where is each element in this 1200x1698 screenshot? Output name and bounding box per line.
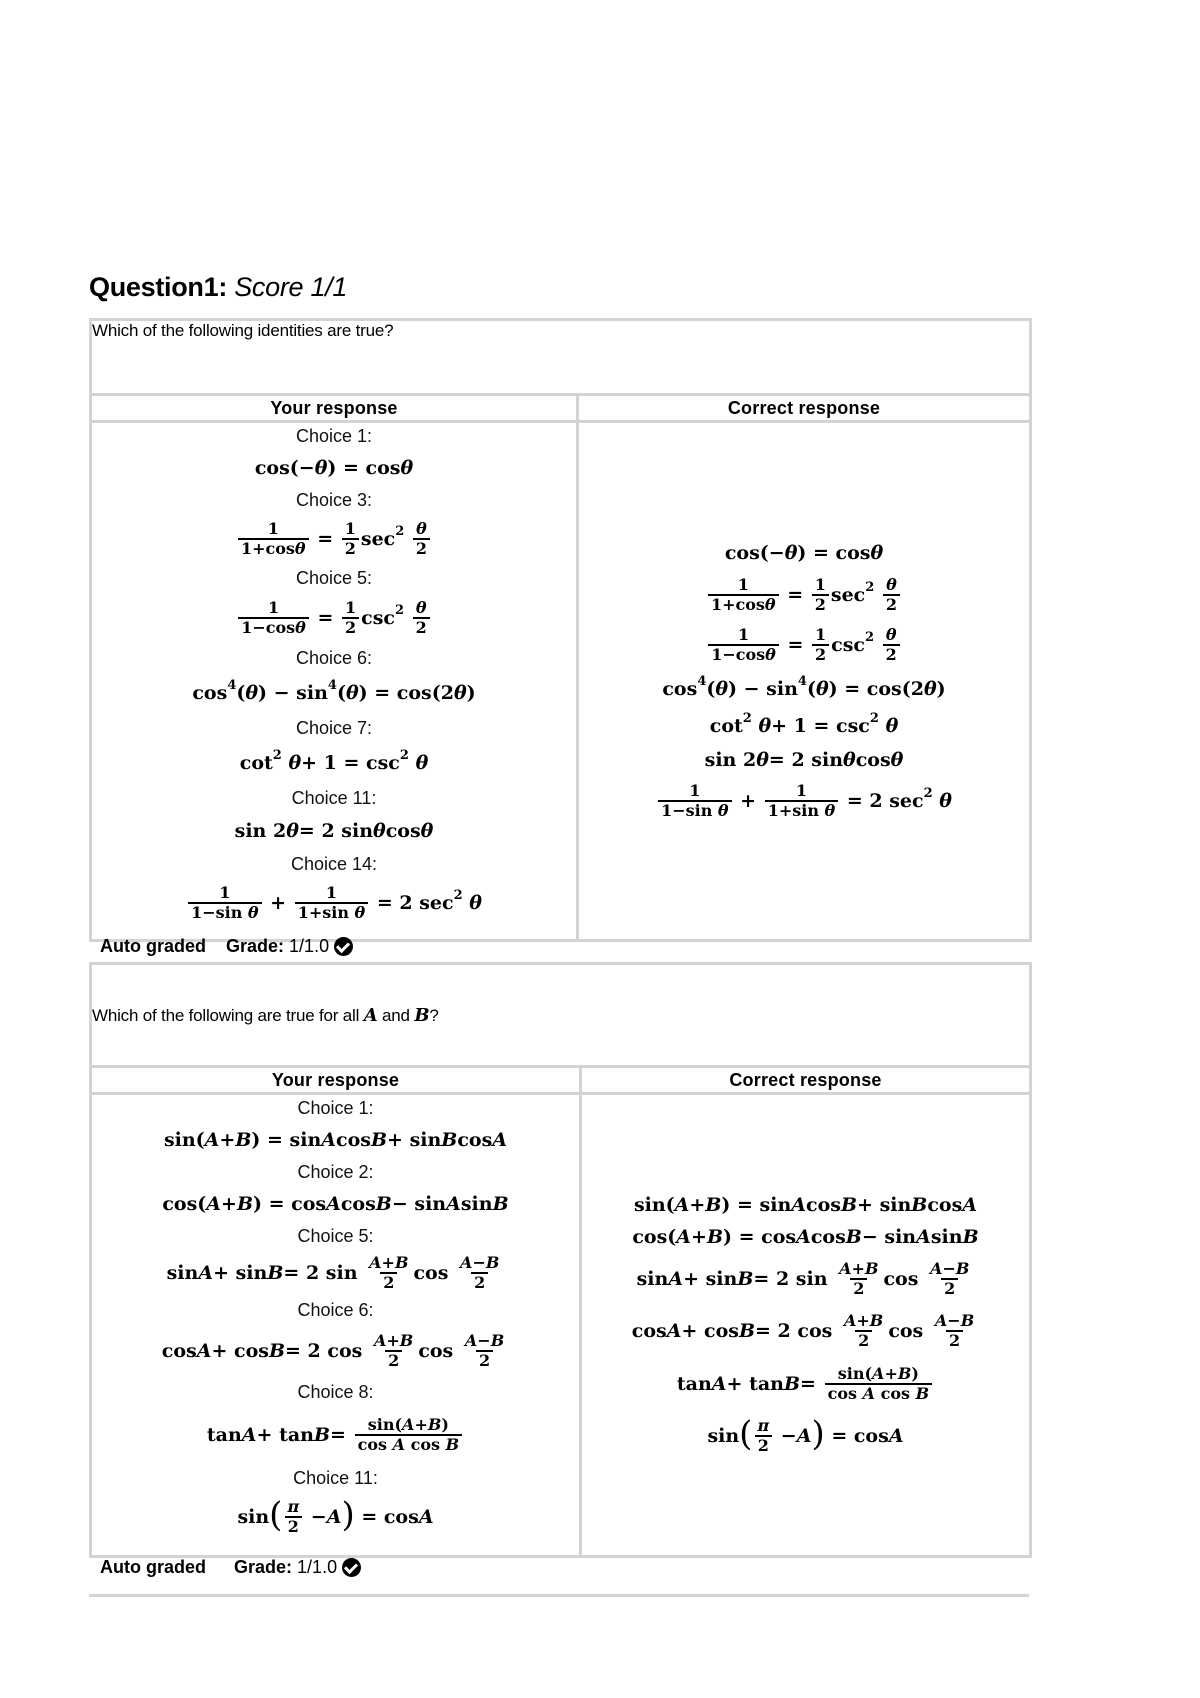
choice-label: Choice 5: bbox=[297, 1226, 374, 1246]
math-formula: $\frac{1}{1-\cos\theta}$ = $\frac{1}{2}$ csc 2 $\frac{\theta}{2}$ bbox=[706, 626, 902, 664]
math-formula: sin( A + B ) = sin A cos B + sin B cos A bbox=[633, 1194, 978, 1216]
correct-response-cell bbox=[578, 422, 1031, 941]
choice-label: Choice 6: bbox=[295, 648, 373, 668]
math-formula: sin ( $\frac{\pi}{2}$ − A ) = cos A bbox=[237, 1495, 434, 1536]
grade-line bbox=[100, 1557, 361, 1578]
math-formula: sin 2 θ = 2 sin θ cos θ bbox=[704, 749, 904, 771]
math-formula: cos( A + B ) = cos A cos B − sin A sin B bbox=[162, 1193, 509, 1215]
math-formula: sin ( $\frac{\pi}{2}$ − A ) = cos A bbox=[707, 1414, 904, 1455]
math-formula: sin A + sin B = 2 sin $\frac{A+B}{2}$ cos $\frac{A-B}{2}$ bbox=[166, 1253, 500, 1292]
check-circle-icon bbox=[342, 1558, 361, 1577]
choice-label: Choice 1: bbox=[295, 426, 373, 446]
math-formula: $\frac{1}{\text{1−sin θ}}$ + $\frac{1}{\text{1+sin θ}}$ = 2 sec 2 θ bbox=[186, 884, 482, 922]
question-part-2-table bbox=[89, 962, 1032, 1558]
math-formula: $\frac{1}{1-\cos\theta}$ = $\frac{1}{2}$ csc 2 $\frac{\theta}{2}$ bbox=[236, 599, 432, 637]
math-formula: cot 2 θ + 1 = csc 2 θ bbox=[709, 710, 899, 737]
correct-response-header: Correct response bbox=[581, 1067, 1031, 1094]
correct-response-header: Correct response bbox=[578, 395, 1031, 422]
question-part-1-table bbox=[89, 318, 1032, 942]
bottom-divider bbox=[89, 1594, 1029, 1597]
math-formula: $\frac{1}{1+\cos\theta}$ = $\frac{1}{2}$ sec 2 $\frac{\theta}{2}$ bbox=[236, 520, 432, 558]
math-formula: sin( A + B ) = sin A cos B + sin B cos A bbox=[163, 1129, 508, 1151]
math-formula: cos A + cos B = 2 cos $\frac{A+B}{2}$ cos $\frac{A-B}{2}$ bbox=[161, 1331, 505, 1370]
grade-value: 1/1.0 bbox=[297, 1557, 338, 1577]
grade-label: Grade: bbox=[226, 936, 285, 956]
choice-label: Choice 8: bbox=[297, 1382, 374, 1402]
choice-label: Choice 3: bbox=[295, 490, 373, 510]
math-formula: tan A + tan B = $\frac{\sin(A+B)}{\text{cos A cos B}}$ bbox=[677, 1365, 934, 1403]
math-formula: cos A + cos B = 2 cos $\frac{A+B}{2}$ cos $\frac{A-B}{2}$ bbox=[631, 1311, 975, 1350]
question-score: Score 1/1 bbox=[234, 272, 348, 302]
your-response-cell bbox=[91, 422, 578, 941]
auto-graded-label: Auto graded bbox=[100, 936, 206, 956]
math-formula: cot 2 θ + 1 = csc 2 θ bbox=[239, 747, 429, 774]
grade-line bbox=[100, 936, 353, 957]
math-formula: cos(− θ ) = cos θ bbox=[724, 542, 884, 564]
your-response-cell bbox=[91, 1094, 581, 1557]
your-response-header: Your response bbox=[91, 395, 578, 422]
math-formula: cos 4 ( θ ) − sin 4 ( θ ) = cos(2 θ ) bbox=[662, 673, 946, 700]
correct-response-cell bbox=[581, 1094, 1031, 1557]
choice-label: Choice 11: bbox=[293, 1468, 378, 1488]
choice-label: Choice 6: bbox=[297, 1300, 374, 1320]
choice-label: Choice 5: bbox=[295, 568, 373, 588]
question-prompt: Which of the following identities are true? bbox=[91, 320, 1031, 395]
your-response-header: Your response bbox=[91, 1067, 581, 1094]
check-circle-icon bbox=[334, 937, 353, 956]
math-formula: cos 4 ( θ ) − sin 4 ( θ ) = cos(2 θ ) bbox=[192, 677, 476, 704]
choice-label: Choice 11: bbox=[291, 788, 377, 808]
math-formula: tan A + tan B = $\frac{\sin(A+B)}{\text{cos A cos B}}$ bbox=[207, 1416, 464, 1454]
math-formula: $\frac{1}{\text{1−sin θ}}$ + $\frac{1}{\text{1+sin θ}}$ = 2 sec 2 θ bbox=[656, 782, 952, 820]
choice-label: Choice 1: bbox=[297, 1098, 374, 1118]
auto-graded-label: Auto graded bbox=[100, 1557, 206, 1577]
page-title bbox=[89, 272, 347, 303]
grade-label: Grade: bbox=[234, 1557, 293, 1577]
grade-value: 1/1.0 bbox=[289, 936, 330, 956]
choice-label: Choice 7: bbox=[295, 718, 373, 738]
choice-label: Choice 14: bbox=[290, 854, 378, 874]
math-formula: sin A + sin B = 2 sin $\frac{A+B}{2}$ cos $\frac{A-B}{2}$ bbox=[636, 1259, 970, 1298]
question-prompt: Which of the following are true for all A and B ? bbox=[91, 964, 1031, 1067]
question-label: Question1: bbox=[89, 272, 228, 302]
math-formula: sin 2 θ = 2 sin θ cos θ bbox=[234, 820, 434, 842]
math-formula: cos( A + B ) = cos A cos B − sin A sin B bbox=[632, 1226, 979, 1248]
math-formula: $\frac{1}{1+\cos\theta}$ = $\frac{1}{2}$ sec 2 $\frac{\theta}{2}$ bbox=[706, 576, 902, 614]
math-formula: cos(− θ ) = cos θ bbox=[254, 457, 414, 479]
choice-label: Choice 2: bbox=[297, 1162, 374, 1182]
